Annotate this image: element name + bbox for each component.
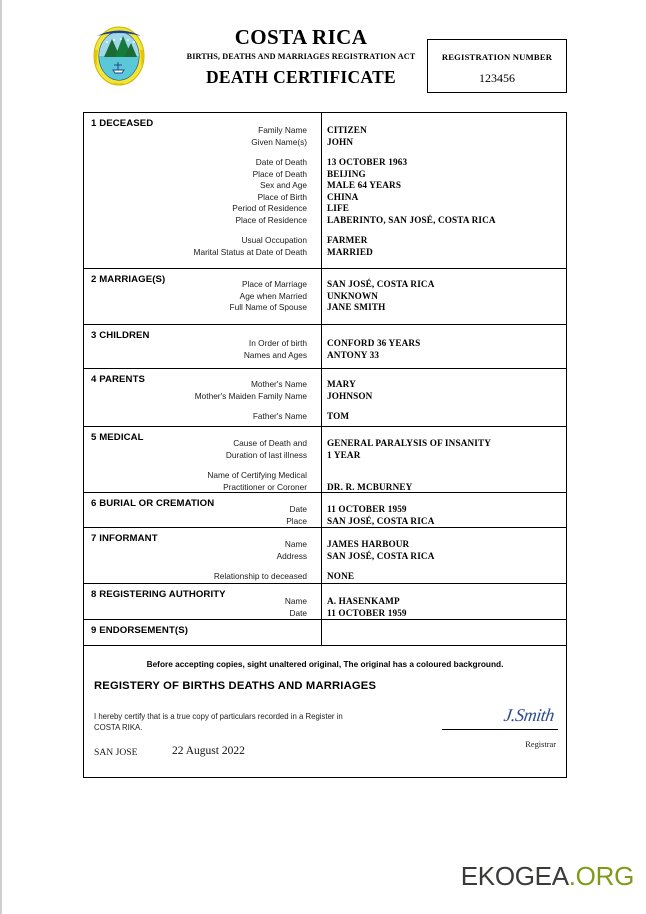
field-label: Cause of Death and <box>233 438 307 448</box>
field-label: In Order of birth <box>248 338 307 348</box>
field-label: Duration of last illness <box>225 449 307 460</box>
field-row <box>84 608 566 620</box>
field-value: UNKNOWN <box>327 290 379 301</box>
field-row <box>84 215 566 227</box>
field-row <box>84 411 566 423</box>
row-spacer <box>84 226 566 235</box>
field-label: Date of Death <box>255 157 307 167</box>
registration-number-label: REGISTRATION NUMBER <box>441 52 553 62</box>
field-value: MARY <box>327 379 356 389</box>
document-header <box>83 14 567 102</box>
field-label: Marital Status at Date of Death <box>193 246 307 257</box>
field-row <box>84 539 566 551</box>
field-label: Sex and Age <box>259 180 307 190</box>
field-value: SAN JOSÉ, COSTA RICA <box>327 550 435 561</box>
field-row <box>84 180 566 192</box>
field-row <box>84 169 566 181</box>
country-title: COSTA RICA <box>234 25 368 49</box>
certificate-table <box>83 112 567 778</box>
field-value: 1 YEAR <box>327 449 361 460</box>
field-row <box>84 203 566 215</box>
certify-statement <box>94 711 424 733</box>
section-heading: 3 CHILDREN <box>91 330 150 341</box>
section-medical <box>84 427 566 493</box>
field-value: BEIJING <box>327 168 366 179</box>
field-value: SAN JOSÉ, COSTA RICA <box>327 279 435 289</box>
field-label: Place <box>286 515 307 526</box>
field-value: CHINA <box>327 191 359 202</box>
title-block <box>179 14 423 89</box>
field-value: JOHN <box>327 136 354 147</box>
section-heading: 9 ENDORSEMENT(S) <box>91 625 189 636</box>
field-label: Address <box>276 550 307 561</box>
field-row <box>84 482 566 494</box>
section-deceased <box>84 113 566 269</box>
section-children <box>84 325 566 369</box>
field-value: DR. R. MCBURNEY <box>327 481 413 492</box>
field-row <box>84 596 566 608</box>
field-row <box>84 350 566 362</box>
field-value: LIFE <box>327 203 350 213</box>
section-heading: 5 MEDICAL <box>91 432 144 443</box>
row-spacer <box>84 148 566 157</box>
field-row <box>84 516 566 528</box>
field-row <box>84 291 566 303</box>
field-value: SAN JOSÉ, COSTA RICA <box>327 515 435 526</box>
field-label: Name <box>284 539 307 549</box>
field-row <box>84 247 566 259</box>
field-value: TOM <box>327 411 350 421</box>
field-row <box>84 551 566 563</box>
field-label: Place of Death <box>252 168 307 179</box>
field-row <box>84 379 566 391</box>
field-label: Age when Married <box>239 290 307 301</box>
field-value: JOHNSON <box>327 390 373 401</box>
copy-notice: Before accepting copies, sight unaltered original, The original has a coloured background. <box>146 659 504 669</box>
registrar-label: Registrar <box>525 740 556 749</box>
field-value: GENERAL PARALYSIS OF INSANITY <box>327 438 492 448</box>
field-row <box>84 450 566 462</box>
coat-of-arms-icon <box>91 20 147 88</box>
field-value: 13 OCTOBER 1963 <box>327 157 408 167</box>
field-label: Practitioner or Coroner <box>223 481 307 492</box>
field-value: CITIZEN <box>327 125 367 135</box>
section-parents <box>84 369 566 427</box>
field-label: Names and Ages <box>243 349 307 360</box>
section-burial-or-cremation <box>84 493 566 528</box>
registration-number-value: 123456 <box>479 71 515 85</box>
field-row <box>84 235 566 247</box>
row-spacer <box>84 402 566 411</box>
row-spacer <box>84 562 566 571</box>
field-row <box>84 192 566 204</box>
field-value: MALE 64 YEARS <box>327 180 402 190</box>
column-divider <box>321 620 322 645</box>
field-row <box>84 438 566 450</box>
field-label: Name of Certifying Medical <box>207 470 307 480</box>
field-value: LABERINTO, SAN JOSÉ, COSTA RICA <box>327 214 496 225</box>
section-heading: 2 MARRIAGE(S) <box>91 274 166 285</box>
signature-block <box>442 702 558 749</box>
field-row <box>84 279 566 291</box>
issue-place: SAN JOSE <box>94 747 138 758</box>
section-heading: 4 PARENTS <box>91 374 146 385</box>
section-endorsements <box>84 620 566 646</box>
field-label: Period of Residence <box>232 203 307 213</box>
field-row <box>84 157 566 169</box>
field-label: Family Name <box>258 125 307 135</box>
act-subtitle: BIRTHS, DEATHS AND MARRIAGES REGISTRATION ACT <box>186 52 416 61</box>
field-label: Mother's Maiden Family Name <box>194 390 307 401</box>
certify-line-1: I hereby certify that is a true copy of particulars recorded in a Register in <box>94 712 343 721</box>
field-value: NONE <box>327 571 355 581</box>
brand-name: EKOGEA <box>460 861 569 891</box>
field-label: Full Name of Spouse <box>229 302 307 312</box>
brand-tld: .ORG <box>568 861 634 891</box>
field-row <box>84 470 566 482</box>
field-row <box>84 137 566 149</box>
issue-date: 22 August 2022 <box>172 745 245 757</box>
field-value: A. HASENKAMP <box>327 596 400 606</box>
field-label: Place of Marriage <box>241 279 307 289</box>
ekogea-watermark <box>461 861 634 892</box>
field-value: FARMER <box>327 235 368 245</box>
registrar-signature: J.Smith <box>502 705 556 725</box>
field-value: 11 OCTOBER 1959 <box>327 504 407 514</box>
section-heading: 6 BURIAL OR CREMATION <box>91 498 215 509</box>
field-label: Father's Name <box>252 411 307 421</box>
field-row <box>84 504 566 516</box>
section-heading: 8 REGISTERING AUTHORITY <box>91 589 226 600</box>
field-row <box>84 125 566 137</box>
field-value: CONFORD 36 YEARS <box>327 338 421 348</box>
field-label: Place of Residence <box>235 214 307 225</box>
section-heading: 1 DECEASED <box>91 118 154 129</box>
field-row <box>84 302 566 314</box>
field-row <box>84 391 566 403</box>
section-informant <box>84 528 566 584</box>
field-value: JANE SMITH <box>327 302 386 312</box>
field-row <box>84 571 566 583</box>
field-row <box>84 338 566 350</box>
field-value: ANTONY 33 <box>327 349 380 360</box>
section-marriages <box>84 269 566 325</box>
field-value: 11 OCTOBER 1959 <box>327 607 407 618</box>
registration-number-box <box>427 39 567 93</box>
registry-heading: REGISTERY OF BIRTHS DEATHS AND MARRIAGES <box>94 680 377 692</box>
field-label: Relationship to deceased <box>213 571 307 581</box>
field-label: Usual Occupation <box>241 235 307 245</box>
row-spacer <box>84 461 566 470</box>
field-label: Date <box>289 504 307 514</box>
field-label: Given Name(s) <box>251 136 307 147</box>
field-label: Date <box>289 607 307 618</box>
certify-line-2: COSTA RIKA. <box>94 723 143 732</box>
section-registering-authority <box>84 584 566 620</box>
certificate-title: DEATH CERTIFICATE <box>205 67 397 87</box>
field-label: Mother's Name <box>251 379 307 389</box>
field-value: MARRIED <box>327 246 373 257</box>
field-label: Place of Birth <box>257 191 307 202</box>
field-value: JAMES HARBOUR <box>327 539 410 549</box>
section-heading: 7 INFORMANT <box>91 533 158 544</box>
field-label: Name <box>284 596 307 606</box>
certification-footer <box>84 646 566 777</box>
